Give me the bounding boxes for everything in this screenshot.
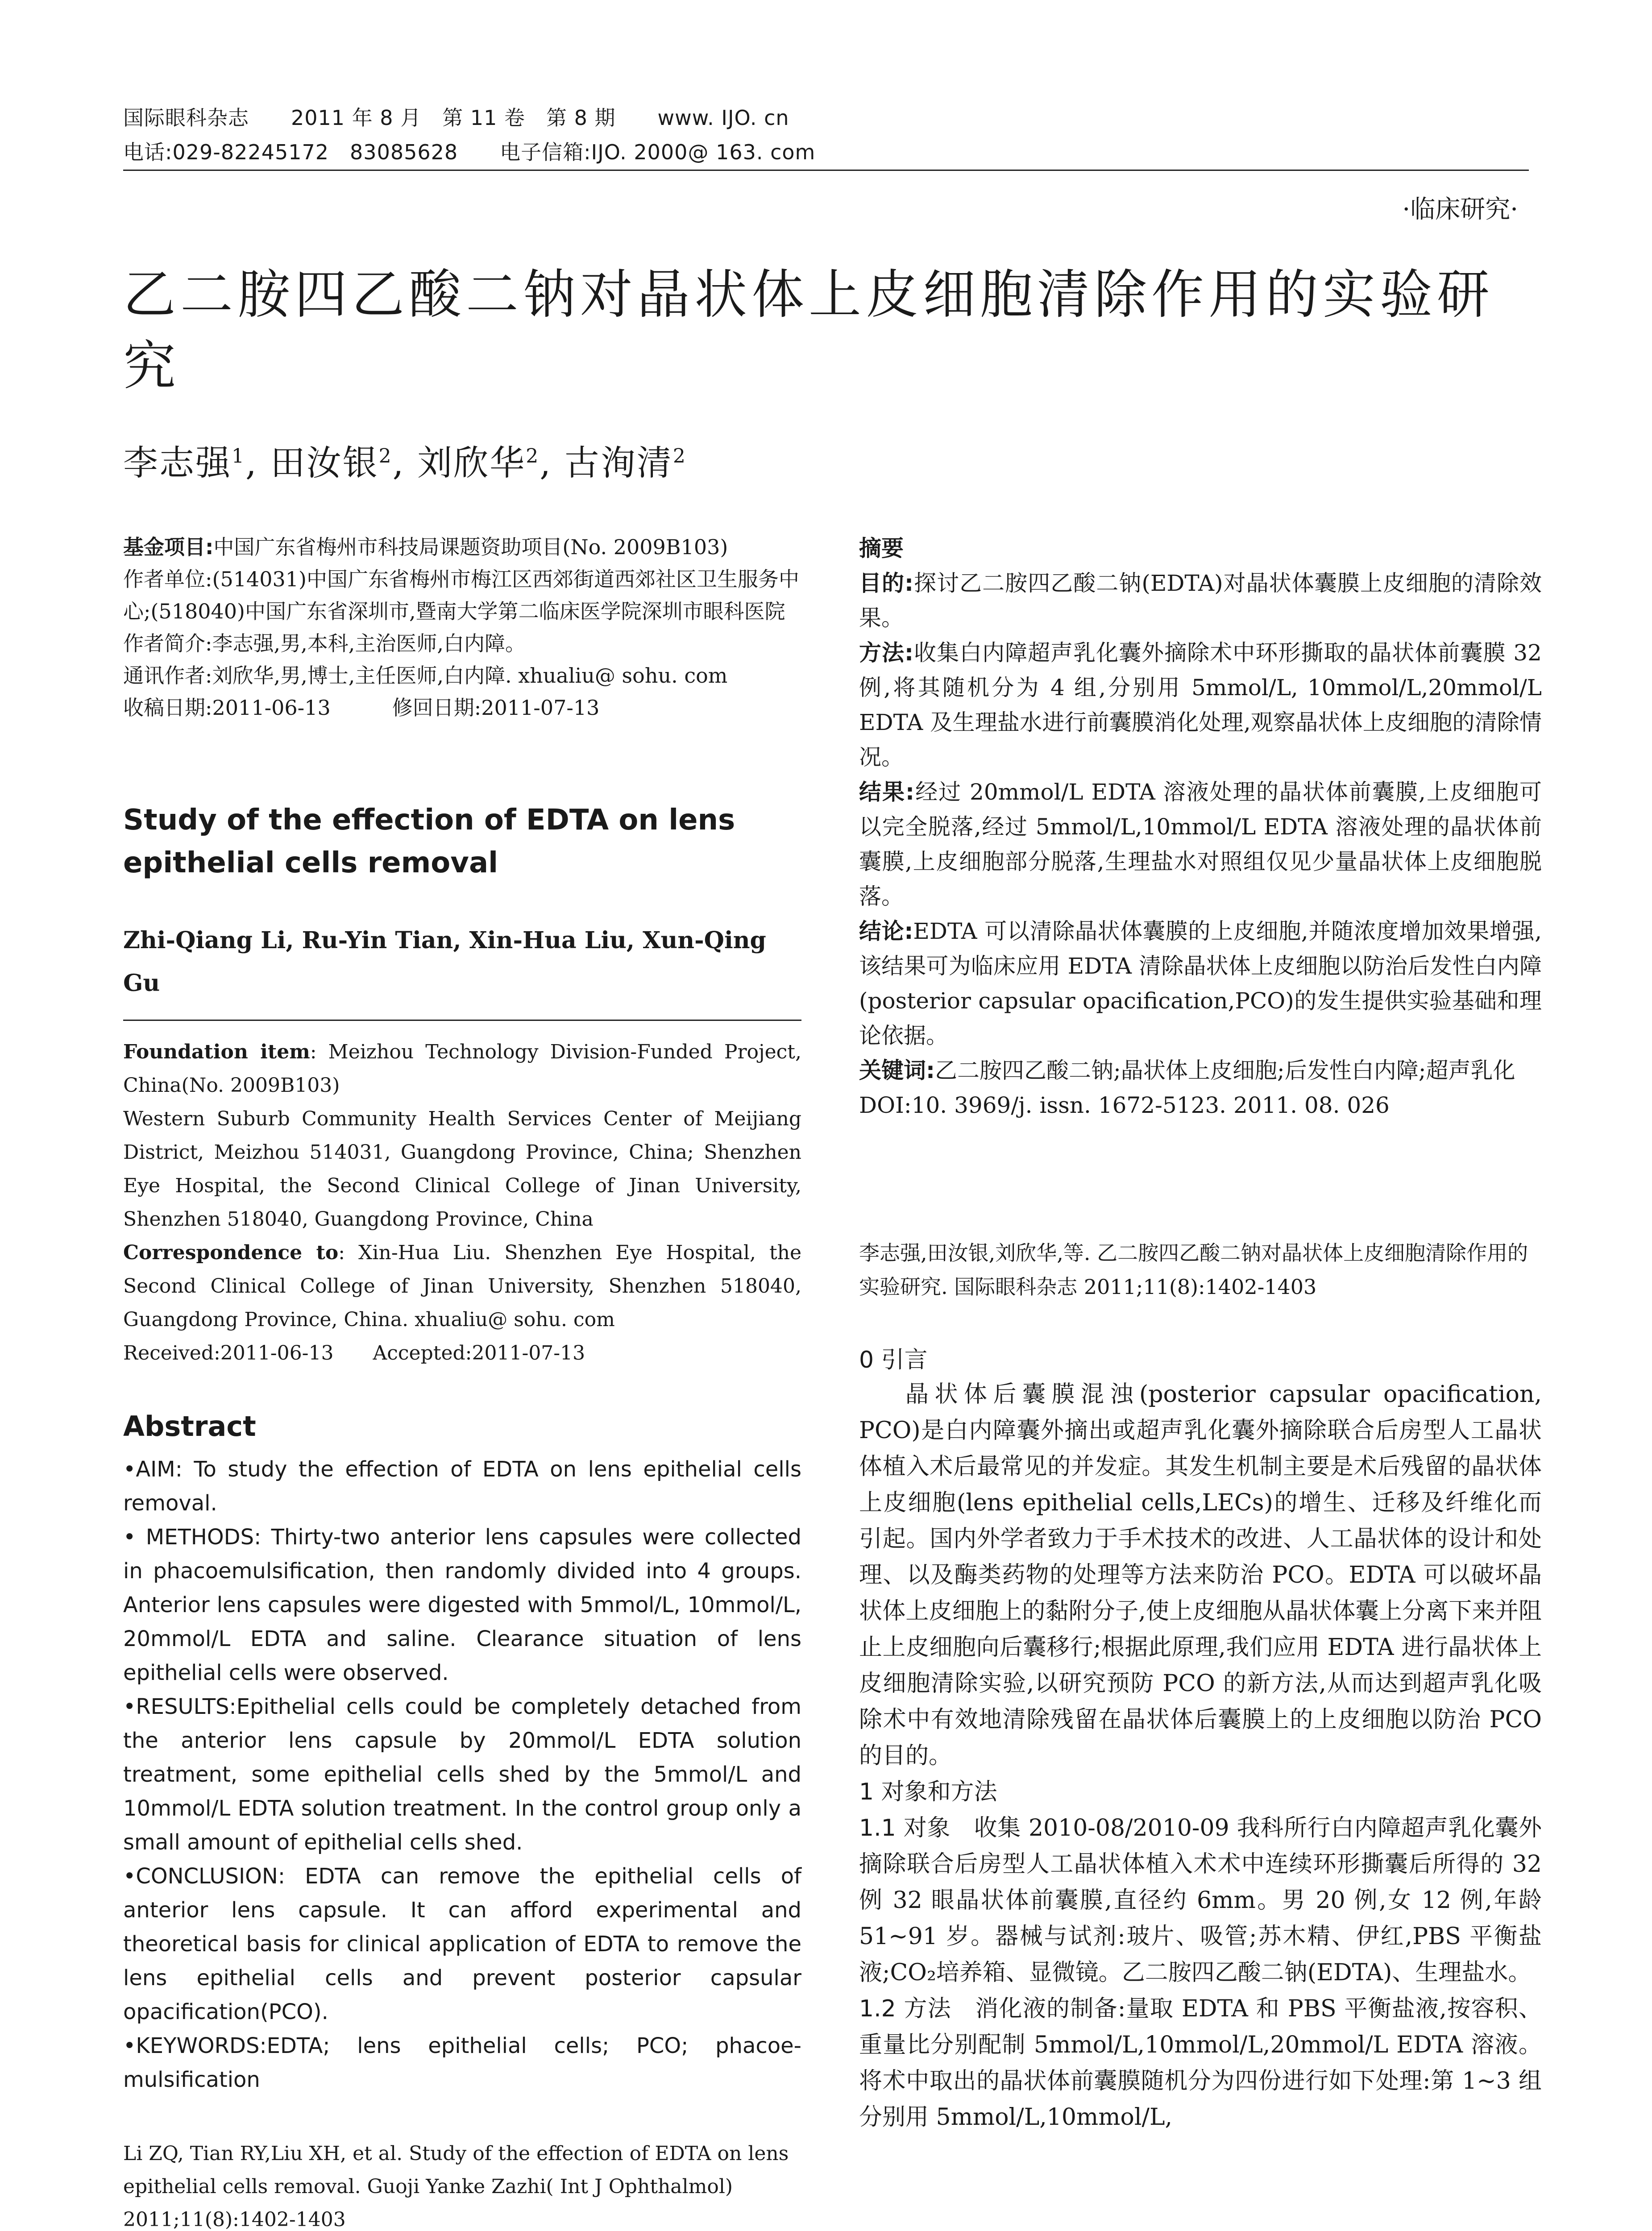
author-affiliation: 2	[526, 445, 540, 468]
zh-methods-text: 收集白内障超声乳化囊外摘除术中环形撕取的晶状体前囊膜 32 例,将其随机分为 4 组,分别用 5mmol/L, 10mmol/L,20mmol/L EDTA 及生理盐水进行前囊膜消化处理,观察晶状体上皮细胞的清除情况。	[859, 640, 1542, 770]
section-tag: ·临床研究·	[1402, 195, 1518, 224]
intro-body	[859, 1377, 1542, 2136]
corresponding-author: 通讯作者:刘欣华,男,博士,主任医师,白内障. xhualiu@ sohu. com	[123, 663, 728, 688]
zh-keywords-label: 关键词:	[859, 1057, 935, 1083]
chinese-abstract	[859, 531, 1542, 1123]
section12-text: 消化液的制备:量取 EDTA 和 PBS 平衡盐液,按容积、重量比分别配制 5mmol/L,10mmol/L,20mmol/L EDTA 溶液。将术中取出的晶状体前囊膜随机分为四份进行如下处理:第 1~3 组分别用 5mmol/L,10mmol/L,	[859, 1995, 1542, 2131]
author-affiliation: 2	[672, 445, 687, 468]
zh-aim-text: 探讨乙二胺四乙酸二钠(EDTA)对晶状体囊膜上皮细胞的清除效果。	[859, 570, 1542, 631]
author-name: 李志强	[123, 443, 232, 483]
zh-methods-label: 方法:	[859, 640, 914, 666]
english-metadata	[123, 1035, 801, 1370]
english-citation: Li ZQ, Tian RY,Liu XH, et al. Study of the effection of EDTA on lens epithelial cells removal. Guoji Yanke Zazhi( Int J Ophthalmol) 2011;11(8):1402-1403	[123, 2142, 789, 2231]
zh-keywords-text: 乙二胺四乙酸二钠;晶状体上皮细胞;后发性白内障;超声乳化	[935, 1057, 1515, 1083]
abstract-aim: •AIM: To study the effection of EDTA on lens epithelial cells removal.	[123, 1457, 801, 1516]
section11-label: 1.1 对象	[859, 1815, 951, 1841]
author-list: 李志强$^1$, 田汝银$^2$, 刘欣华$^2$, 古洵清$^2$	[123, 443, 687, 483]
header-rule	[123, 170, 1529, 171]
author-intro: 作者简介:李志强,男,本科,主治医师,白内障。	[123, 631, 526, 655]
zh-aim	[859, 566, 1542, 635]
english-received: Received:2011-06-13 Accepted:2011-07-13	[123, 1342, 585, 1364]
correspondence-text: : Xin-Hua Liu. Shenzhen Eye Hospital, the Second Clinical College of Jinan University, Shenzhen 518040, Guangdong Province, China. xhualiu@ sohu. com	[123, 1241, 801, 1331]
fund-line	[123, 531, 801, 563]
fund-text: 中国广东省梅州市科技局课题资助项目(No. 2009B103)	[213, 535, 728, 559]
unit-text: (514031)中国广东省梅州市梅江区西郊街道西郊社区卫生服务中心;(518040)中国广东省深圳市,暨南大学第二临床医学院深圳市眼科医院	[123, 567, 799, 623]
intro-heading: 0 引言	[859, 1347, 928, 1373]
section11	[859, 1810, 1542, 1991]
journal-header-line2: 电话:029-82245172 83085628 电子信箱:IJO. 2000@ 163. com	[123, 140, 816, 164]
correspondence-line	[123, 1236, 801, 1336]
doi: DOI:10. 3969/j. issn. 1672-5123. 2011. 08. 026	[859, 1092, 1390, 1118]
journal-header-line1: 国际眼科杂志 2011 年 8 月 第 11 卷 第 8 期 www. IJO. cn	[123, 106, 789, 130]
zh-conclusion-label: 结论:	[859, 918, 913, 944]
author-affiliation: 2	[378, 445, 393, 468]
english-affiliation: Western Suburb Community Health Services Center of Meijiang District, Meizhou 514031, Guangdong Province, China; Shenzhen Eye Hospital, the Second Clinical College of Jinan University, Shenzhen 518040, Guangdong Province, China	[123, 1107, 801, 1231]
english-rule	[123, 1020, 801, 1021]
foundation-label: Foundation item	[123, 1041, 310, 1063]
unit-label: 作者单位:	[123, 567, 212, 591]
zh-abstract-heading: 摘要	[859, 535, 904, 561]
abstract-keywords: •KEYWORDS:EDTA; lens epithelial cells; PCO; phacoe-mulsification	[123, 2033, 801, 2092]
abstract-body	[123, 1452, 801, 2097]
abstract-methods: • METHODS: Thirty-two anterior lens capsules were collected in phacoemulsification, then randomly divided into 4 groups. Anterior lens capsules were digested with 5mmol/L, 10mmol/L, 20mmol/L EDTA and saline. Clearance situation of lens epithelial cells were observed.	[123, 1525, 801, 1685]
abstract-conclusion: •CONCLUSION: EDTA can remove the epithelial cells of anterior lens capsule. It can afford experimental and theoretical basis for clinical application of EDTA to remove the lens epithelial cells and prevent posterior capsular opacification(PCO).	[123, 1864, 801, 2024]
author-affiliation: 1	[232, 445, 246, 468]
zh-aim-label: 目的:	[859, 570, 914, 596]
abstract-heading: Abstract	[123, 1410, 256, 1443]
section11-text: 收集 2010-08/2010-09 我科所行白内障超声乳化囊外摘除联合后房型人工晶状体植入术术中连续环形撕囊后所得的 32 例 32 眼晶状体前囊膜,直径约 6mm。男 20 例,女 12 例,年龄 51~91 岁。器械与试剂:玻片、吸管;苏木精、伊红,PBS 平衡盐液;CO₂培养箱、显微镜。乙二胺四乙酸二钠(EDTA)、生理盐水。	[859, 1815, 1542, 1986]
fund-label: 基金项目:	[123, 535, 214, 559]
zh-results	[859, 775, 1542, 914]
english-title: Study of the effection of EDTA on lens epithelial cells removal	[123, 804, 735, 879]
received-dates: 收稿日期:2011-06-13 修回日期:2011-07-13	[123, 696, 600, 720]
english-authors: Zhi-Qiang Li, Ru-Yin Tian, Xin-Hua Liu, Xun-Qing Gu	[123, 927, 766, 997]
zh-keywords	[859, 1053, 1542, 1088]
paper-title: 乙二胺四乙酸二钠对晶状体上皮细胞清除作用的实验研究	[123, 264, 1494, 397]
zh-conclusion	[859, 914, 1542, 1053]
zh-conclusion-text: EDTA 可以清除晶状体囊膜的上皮细胞,并随浓度增加效果增强,该结果可为临床应用 EDTA 清除晶状体上皮细胞以防治后发性白内障(posterior capsular opacification,PCO)的发生提供实验基础和理论依据。	[859, 918, 1542, 1049]
section1-heading: 1 对象和方法	[859, 1779, 997, 1805]
section12	[859, 1991, 1542, 2136]
section12-label: 1.2 方法	[859, 1995, 952, 2022]
unit-line	[123, 563, 801, 627]
author-name: 田汝银	[270, 443, 379, 483]
intro-paragraph: 晶状体后囊膜混浊(posterior capsular opacification, PCO)是白内障囊外摘出或超声乳化囊外摘除联合后房型人工晶状体植入术后最常见的并发症。其发生机制主要是术后残留的晶状体上皮细胞(lens epithelial cells,LECs)的增生、迁移及纤维化而引起。国内外学者致力于手术技术的改进、人工晶状体的设计和处理、以及酶类药物的处理等方法来防治 PCO。EDTA 可以破坏晶状体上皮细胞上的黏附分子,使上皮细胞从晶状体囊上分离下来并阻止上皮细胞向后囊移行;根据此原理,我们应用 EDTA 进行晶状体上皮细胞清除实验,以研究预防 PCO 的新方法,从而达到超声乳化吸除术中有效地清除残留在晶状体后囊膜上的上皮细胞以防治 PCO 的目的。	[859, 1381, 1542, 1769]
abstract-results: •RESULTS:Epithelial cells could be completely detached from the anterior lens capsule by 20mmol/L EDTA solution treatment, some epithelial cells shed by the 5mmol/L and 10mmol/L EDTA solution treatment. In the control group only a small amount of epithelial cells shed.	[123, 1694, 801, 1855]
foundation-line	[123, 1035, 801, 1102]
author-name: 古洵清	[564, 443, 673, 483]
chinese-metadata	[123, 531, 801, 724]
zh-results-text: 经过 20mmol/L EDTA 溶液处理的晶状体前囊膜,上皮细胞可以完全脱落,经过 5mmol/L,10mmol/L EDTA 溶液处理的晶状体前囊膜,上皮细胞部分脱落,生理盐水对照组仅见少量晶状体上皮细胞脱落。	[859, 779, 1542, 909]
zh-methods	[859, 635, 1542, 775]
correspondence-label: Correspondence to	[123, 1241, 339, 1264]
author-name: 刘欣华	[417, 443, 526, 483]
chinese-citation: 李志强,田汝银,刘欣华,等. 乙二胺四乙酸二钠对晶状体上皮细胞清除作用的实验研究. 国际眼科杂志 2011;11(8):1402-1403	[859, 1241, 1528, 1299]
zh-results-label: 结果:	[859, 779, 915, 805]
foundation-text: : Meizhou Technology Division-Funded Project, China(No. 2009B103)	[123, 1041, 801, 1097]
